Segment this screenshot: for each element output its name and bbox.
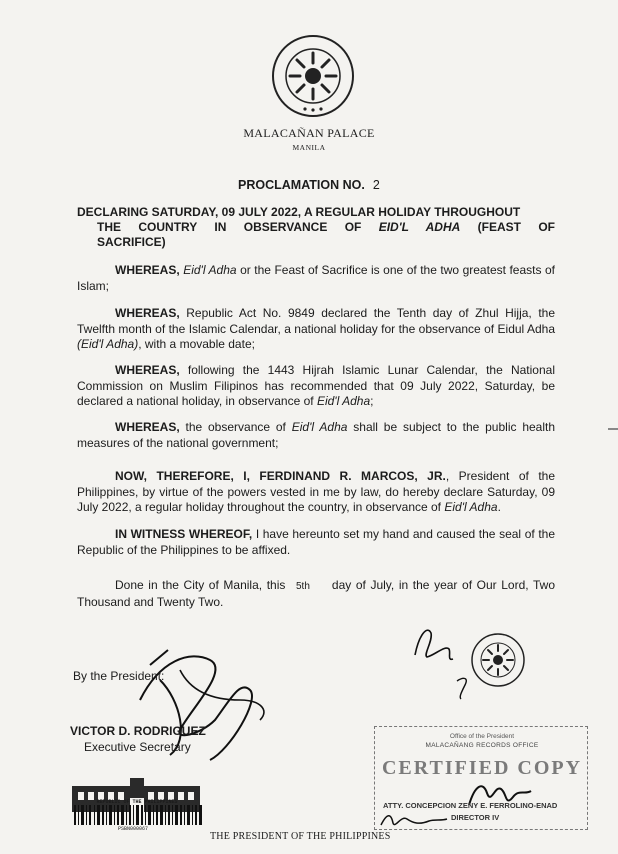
cert-stamp-text: CERTIFIED COPY bbox=[381, 757, 583, 779]
p3-lead: WHEREAS, bbox=[115, 363, 180, 377]
p5-emphasis: Eid'l Adha bbox=[444, 500, 498, 514]
cert-records: MALACAÑANG RECORDS OFFICE bbox=[425, 742, 539, 749]
heading-line-2-emphasis: EID'L ADHA bbox=[378, 220, 461, 234]
cert-officer-name: ATTY. CONCEPCION ZENY E. FERROLINO-ENAD bbox=[383, 801, 558, 810]
whereas-paragraph-3 bbox=[77, 363, 555, 410]
signatory-title: Executive Secretary bbox=[84, 740, 191, 754]
p7-day: 5th bbox=[295, 581, 310, 592]
p5-lead: NOW, THEREFORE, I, FERDINAND R. MARCOS, JR. bbox=[115, 469, 446, 483]
p7-text-b: day of July, in the year of Our Lord, Two Thousand and Twenty Two. bbox=[77, 578, 555, 609]
p1-text: or the Feast of Sacrifice is one of the two greatest feasts of Islam; bbox=[77, 263, 555, 293]
presidential-seal-icon bbox=[270, 33, 356, 119]
cert-initials bbox=[379, 809, 449, 831]
barcode-icon bbox=[72, 805, 204, 825]
p4-emphasis: Eid'l Adha bbox=[291, 420, 348, 434]
p6-text: I have hereunto set my hand and caused the seal of the Republic of the Philippines to be affixed. bbox=[77, 527, 555, 557]
p2-lead: WHEREAS, bbox=[115, 306, 180, 320]
p2-text-b: , with a movable date; bbox=[138, 337, 255, 351]
signatory-name: VICTOR D. RODRIGUEZ bbox=[70, 724, 206, 738]
margin-mark bbox=[608, 428, 618, 430]
witness-paragraph bbox=[77, 527, 555, 558]
p4-lead: WHEREAS, bbox=[115, 420, 180, 434]
proclamation-number: 2 bbox=[372, 178, 380, 192]
by-the-president: By the President: bbox=[73, 669, 165, 683]
p1-lead: WHEREAS, bbox=[115, 263, 180, 277]
palace-city: MANILA bbox=[292, 143, 326, 152]
whereas-paragraph-4 bbox=[77, 420, 555, 451]
cert-officer-title: DIRECTOR IV bbox=[451, 813, 500, 822]
heading-line-2 bbox=[77, 220, 555, 235]
whereas-paragraph-2 bbox=[77, 306, 555, 353]
proclamation-label: PROCLAMATION NO. bbox=[238, 178, 365, 192]
republic-seal-icon bbox=[470, 632, 526, 688]
heading-line-3: SACRIFICE) bbox=[97, 235, 166, 249]
p6-lead: IN WITNESS WHEREOF, bbox=[115, 527, 253, 541]
cert-office: Office of the President bbox=[449, 733, 515, 740]
whereas-paragraph-1 bbox=[77, 263, 555, 294]
p3-end: ; bbox=[370, 394, 374, 408]
p5-end: . bbox=[497, 500, 501, 514]
heading-line-1: DECLARING SATURDAY, 09 JULY 2022, A REGULAR HOLIDAY THROUGHOUT bbox=[77, 205, 521, 219]
proclamation-title bbox=[238, 178, 380, 192]
certified-copy-stamp bbox=[374, 726, 588, 830]
p4-text-a: the observance of bbox=[179, 420, 292, 434]
footer-text: THE PRESIDENT OF THE PHILIPPINES bbox=[210, 831, 391, 842]
heading-line-2-end: (FEAST OF bbox=[460, 220, 555, 234]
heading-line-2-text: THE COUNTRY IN OBSERVANCE OF bbox=[97, 220, 379, 234]
declaration-paragraph bbox=[77, 469, 555, 516]
p3-emphasis: Eid'l Adha bbox=[316, 394, 371, 408]
p2-emphasis: (Eid'l Adha) bbox=[77, 337, 139, 351]
p3-text: following the 1443 Hijrah Islamic Lunar Calendar, the National Commission on Muslim Filipinos has recommended that 09 July 2022, Saturday, be declared a national holiday, in observance of bbox=[77, 363, 555, 408]
palace-stamp-caption: REPUBLIC OF THE PHILIPPINES bbox=[96, 799, 178, 805]
p5-text: , President of the Philippines, by virtue of the powers vested in me by law, do hereby declare Saturday, 09 July 2022, a regular holiday throughout the country, in observance of bbox=[77, 469, 555, 514]
barcode-number: PSBN000067 bbox=[118, 826, 149, 832]
p4-text-b: shall be subject to the public health measures of the national government; bbox=[77, 420, 556, 450]
done-paragraph bbox=[77, 578, 555, 610]
proclamation-heading bbox=[77, 205, 555, 250]
p7-text-a: Done in the City of Manila, this bbox=[115, 578, 286, 592]
palace-name: MALACAÑAN PALACE bbox=[243, 126, 375, 140]
p1-emphasis: Eid'l Adha bbox=[183, 263, 237, 277]
p2-text-a: Republic Act No. 9849 declared the Tenth day of Zhul Hijja, the Twelfth month of the Islamic Calendar, a national holiday for the observance of Eidul Adha bbox=[77, 306, 555, 336]
